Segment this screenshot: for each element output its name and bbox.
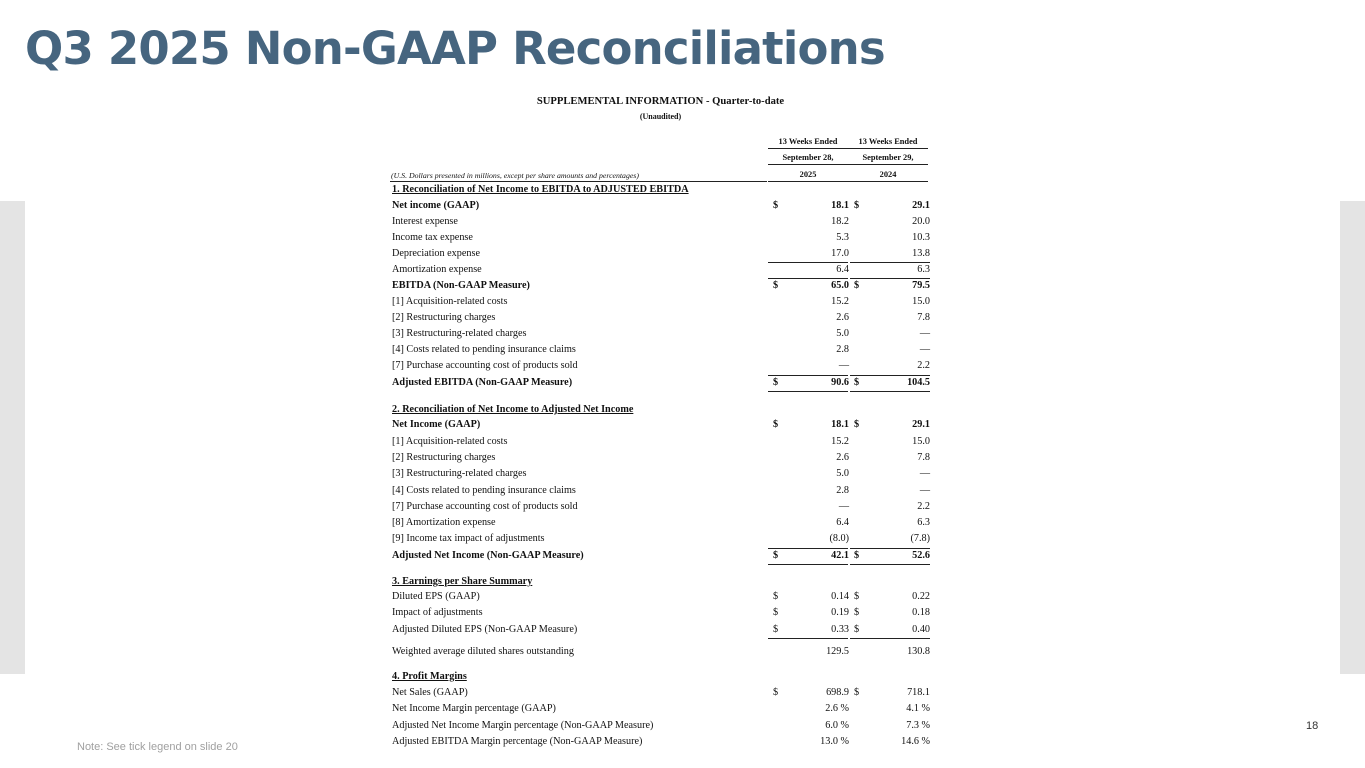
value-2025: 5.0 [836,328,849,339]
row-label: Interest expense [392,216,458,227]
value-2025: 42.1 [831,550,849,561]
col1-header-line2: September 28, [768,153,848,165]
currency-symbol: $ [854,591,860,602]
row-label: Adjusted EBITDA Margin percentage (Non-GAAP Measure) [392,736,643,747]
table-row [388,515,933,531]
table-row [388,434,933,450]
row-label: Net Income Margin percentage (GAAP) [392,703,556,714]
currency-symbol: $ [773,687,779,698]
table-rule [768,564,848,565]
currency-symbol: $ [854,200,860,211]
currency-symbol: $ [854,550,860,561]
value-2024: — [919,468,930,479]
currency-symbol: $ [773,591,779,602]
value-2024: 4.1 % [906,703,930,714]
table-row [388,375,933,391]
row-label: [1] Acquisition-related costs [392,296,508,307]
currency-symbol: $ [854,419,860,430]
value-2025: 0.14 [831,591,849,602]
value-2024: 104.5 [907,377,930,388]
currency-symbol: $ [773,377,779,388]
table-rule [768,548,848,549]
currency-symbol: $ [773,200,779,211]
value-2025: 90.6 [831,377,849,388]
row-label: Diluted EPS (GAAP) [392,591,480,602]
currency-symbol: $ [773,419,779,430]
value-2025: 5.0 [836,468,849,479]
table-rule [768,391,848,392]
table-row [388,605,933,621]
value-2025: 18.1 [831,419,849,430]
currency-symbol: $ [854,280,860,291]
row-label: Adjusted Net Income Margin percentage (Non-GAAP Measure) [392,720,654,731]
currency-symbol: $ [854,607,860,618]
table-row [388,262,933,278]
row-label: Amortization expense [392,264,482,275]
row-label: 1. Reconciliation of Net Income to EBITDA to ADJUSTED EBITDA [392,184,689,195]
table-row [388,198,933,214]
row-label: [4] Costs related to pending insurance claims [392,344,576,355]
table-row [388,417,933,433]
row-label: [4] Costs related to pending insurance claims [392,485,576,496]
table-rule [850,278,930,279]
col2-header-line3: 2024 [848,170,928,182]
value-2025: 6.4 [836,264,849,275]
value-2024: 6.3 [917,517,930,528]
row-label: Net Sales (GAAP) [392,687,468,698]
table-row [388,622,933,638]
table-row [388,589,933,605]
row-label: EBITDA (Non-GAAP Measure) [392,280,530,291]
table-row [388,278,933,294]
row-label: Impact of adjustments [392,607,483,618]
col1-header-line1: 13 Weeks Ended [768,137,848,149]
section-header-row [388,402,933,418]
row-label: 4. Profit Margins [392,671,467,682]
value-2025: 17.0 [831,248,849,259]
value-2025: 2.6 [836,312,849,323]
currency-symbol: $ [773,607,779,618]
value-2024: 29.1 [912,419,930,430]
table-rule [390,181,767,182]
table-rule [768,262,848,263]
value-2024: 0.18 [912,607,930,618]
value-2024: 29.1 [912,200,930,211]
value-2024: 15.0 [912,436,930,447]
currency-symbol: $ [854,624,860,635]
row-label: [2] Restructuring charges [392,312,496,323]
table-row [388,466,933,482]
section-header-row [388,182,933,198]
row-label: Income tax expense [392,232,473,243]
table-rule [850,391,930,392]
row-label: [3] Restructuring-related charges [392,468,527,479]
value-2025: 13.0 % [820,736,849,747]
table-row [388,531,933,547]
value-2025: 2.6 [836,452,849,463]
table-row [388,701,933,717]
col2-header-line2: September 29, [848,153,928,165]
value-2024: 0.40 [912,624,930,635]
table-row [388,483,933,499]
row-label: Weighted average diluted shares outstanding [392,646,574,657]
value-2025: 15.2 [831,296,849,307]
value-2024: 718.1 [907,687,930,698]
table-row [388,310,933,326]
currency-symbol: $ [773,280,779,291]
row-label: Net income (GAAP) [392,200,480,211]
value-2024: — [919,328,930,339]
table-row [388,450,933,466]
value-2025: 2.6 % [825,703,849,714]
value-2024: 7.8 [917,452,930,463]
table-row [388,230,933,246]
value-2025: — [838,360,849,371]
row-label: [9] Income tax impact of adjustments [392,533,545,544]
col1-header-line3: 2025 [768,170,848,182]
table-rule [850,262,930,263]
value-2024: 20.0 [912,216,930,227]
value-2024: 0.22 [912,591,930,602]
value-2025: 2.8 [836,485,849,496]
section-header-row [388,574,933,590]
value-2025: 65.0 [831,280,849,291]
table-row [388,734,933,750]
table-rule [768,278,848,279]
row-label: [7] Purchase accounting cost of products sold [392,360,578,371]
value-2024: 79.5 [912,280,930,291]
table-rule [768,638,848,639]
financial-table-image [388,93,933,758]
value-2024: 2.2 [917,360,930,371]
value-2025: 18.1 [831,200,849,211]
table-rule [850,638,930,639]
value-2024: 10.3 [912,232,930,243]
table-rule [850,564,930,565]
row-label: Adjusted Diluted EPS (Non-GAAP Measure) [392,624,578,635]
value-2025: 698.9 [826,687,849,698]
currency-symbol: $ [854,687,860,698]
value-2024: (7.8) [910,533,930,544]
right-side-bar [1340,201,1365,674]
table-row [388,548,933,564]
section-header-row [388,669,933,685]
row-label: [2] Restructuring charges [392,452,496,463]
value-2024: 7.8 [917,312,930,323]
value-2025: 15.2 [831,436,849,447]
units-note: (U.S. Dollars presented in millions, except per share amounts and percentages) [391,171,639,180]
row-label: Adjusted Net Income (Non-GAAP Measure) [392,550,584,561]
table-row [388,246,933,262]
table-row [388,342,933,358]
table-title: SUPPLEMENTAL INFORMATION - Quarter-to-date [536,96,785,107]
value-2025: 5.3 [836,232,849,243]
value-2025: 2.8 [836,344,849,355]
table-rule [850,548,930,549]
value-2025: 0.33 [831,624,849,635]
currency-symbol: $ [773,550,779,561]
value-2025: 18.2 [831,216,849,227]
left-side-bar [0,201,25,674]
value-2024: 14.6 % [901,736,930,747]
table-row [388,358,933,374]
slide-title: Q3 2025 Non-GAAP Reconciliations [25,22,885,75]
value-2025: (8.0) [829,533,849,544]
row-label: 3. Earnings per Share Summary [392,576,533,587]
currency-symbol: $ [773,624,779,635]
table-row [388,294,933,310]
row-label: 2. Reconciliation of Net Income to Adjusted Net Income [392,404,634,415]
value-2025: 0.19 [831,607,849,618]
value-2025: 129.5 [826,646,849,657]
value-2024: — [919,485,930,496]
table-row [388,718,933,734]
page-number: 18 [1306,720,1319,732]
table-row [388,214,933,230]
value-2024: 13.8 [912,248,930,259]
value-2025: 6.0 % [825,720,849,731]
row-label: Adjusted EBITDA (Non-GAAP Measure) [392,377,573,388]
value-2024: 15.0 [912,296,930,307]
value-2024: 52.6 [912,550,930,561]
value-2025: 6.4 [836,517,849,528]
value-2025: — [838,501,849,512]
table-row [388,685,933,701]
row-label: [1] Acquisition-related costs [392,436,508,447]
value-2024: — [919,344,930,355]
table-row [388,326,933,342]
row-label: [7] Purchase accounting cost of products sold [392,501,578,512]
slide-footnote: Note: See tick legend on slide 20 [77,741,238,753]
value-2024: 7.3 % [906,720,930,731]
value-2024: 6.3 [917,264,930,275]
table-rule [768,375,848,376]
row-label: [8] Amortization expense [392,517,496,528]
currency-symbol: $ [854,377,860,388]
row-label: Depreciation expense [392,248,480,259]
row-label: [3] Restructuring-related charges [392,328,527,339]
table-row [388,644,933,660]
table-row [388,499,933,515]
row-label: Net Income (GAAP) [392,419,481,430]
table-subtitle: (Unaudited) [639,112,682,121]
value-2024: 130.8 [907,646,930,657]
col2-header-line1: 13 Weeks Ended [848,137,928,149]
table-rule [850,375,930,376]
value-2024: 2.2 [917,501,930,512]
